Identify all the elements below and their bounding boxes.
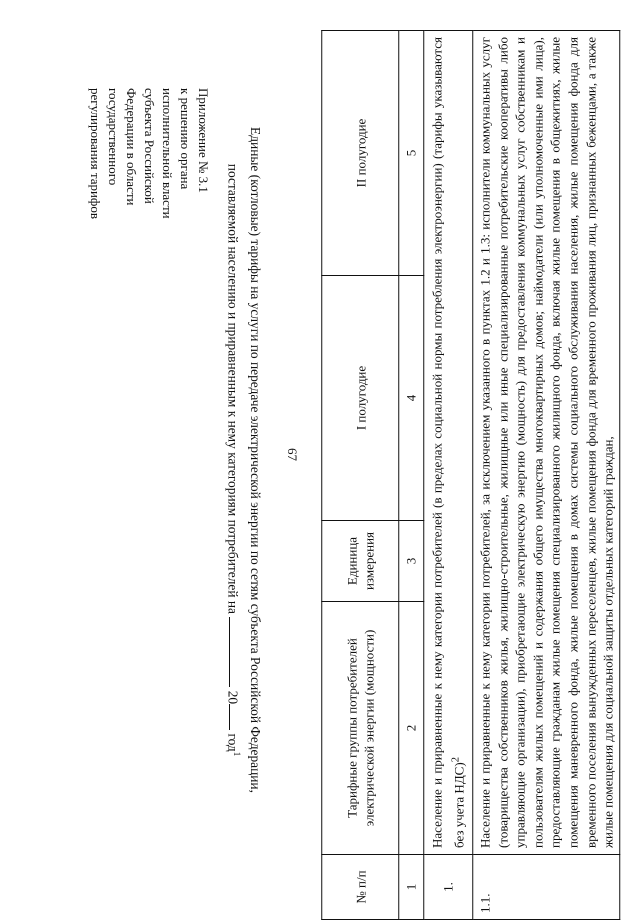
column-number: 3	[399, 521, 424, 602]
column-number: 2	[399, 602, 424, 855]
page-number: 67	[285, 448, 300, 461]
header-first-half: I полугодие	[322, 276, 399, 521]
column-number: 4	[399, 276, 424, 521]
title-year-word: год	[225, 733, 241, 752]
column-number: 5	[399, 31, 424, 276]
row-number: 1.1.	[473, 855, 620, 920]
header-second-half: II полугодие	[322, 31, 399, 276]
header-unit: Единица измерения	[322, 521, 399, 602]
appendix-block	[86, 88, 212, 219]
header-no: № п/п	[322, 855, 399, 920]
title-line-2-prefix: поставляемой населению и приравненным к нему категориям потребителей на	[225, 163, 241, 614]
row-footnote: 2	[449, 756, 462, 763]
row-number: 1.	[424, 855, 473, 920]
column-number-row	[399, 31, 424, 920]
table-row	[424, 31, 473, 920]
appendix-line: государственного	[106, 88, 121, 186]
table-row	[473, 31, 620, 920]
title-line-2	[224, 60, 246, 860]
date-blank	[229, 617, 242, 687]
column-number: 1	[399, 855, 424, 920]
appendix-line: исполнительной власти	[160, 88, 175, 219]
row-text	[424, 31, 473, 855]
year-blank	[229, 704, 242, 730]
tariff-table	[321, 30, 620, 920]
table-header-row	[322, 31, 399, 920]
header-tariff-groups: Тарифные группы потребителей электрической энергии (мощности)	[322, 602, 399, 855]
appendix-line: Приложение № 3.1	[196, 88, 211, 193]
document-title	[224, 60, 264, 860]
appendix-line: регулирования тарифов	[88, 88, 103, 219]
row-text-content: Население и приравненные к нему категории потребителей (в пределах социальной нормы потребления электроэнергии) (тарифы указываются без учета НДС)	[429, 37, 467, 848]
appendix-line: Федерации в области	[124, 88, 139, 206]
row-text: Население и приравненные к нему категории потребителей, за исключением указанного в пунктах 1.2 и 1.3: исполнители коммунальных услуг (товарищества собственников жилья, жилищно-строительные, жилищные или иные специализированные потребительские кооперативы либо управляющие организации), приобретающие электрическую энергию (мощность) для предоставления коммунальных услуг собственникам и пользователям жилых помещений и содержания общего имущества многоквартирных домов; наймодатели (или уполномоченные ими лица), предоставляющие гражданам жилые помещения специализированного жилищного фонда, включая жилые помещения в общежитиях, жилые помещения маневренного фонда, жилые помещения в домах системы социального обслуживания населения, жилые помещения фонда для временного поселения вынужденных переселенцев, жилые помещения фонда для временного проживания лиц, признанных беженцами, а также жилые помещения для социальной защиты отдельных категорий граждан,	[473, 31, 620, 855]
appendix-line: к решению органа	[178, 88, 193, 190]
title-line-1: Единые (котловые) тарифы на услуги по передаче электрической энергии по сетям субъекта Российской Федерации,	[248, 127, 263, 793]
title-year-prefix: 20	[225, 690, 241, 705]
appendix-line: субъекта Российской	[142, 88, 157, 204]
title-footnote: 1	[232, 751, 242, 757]
